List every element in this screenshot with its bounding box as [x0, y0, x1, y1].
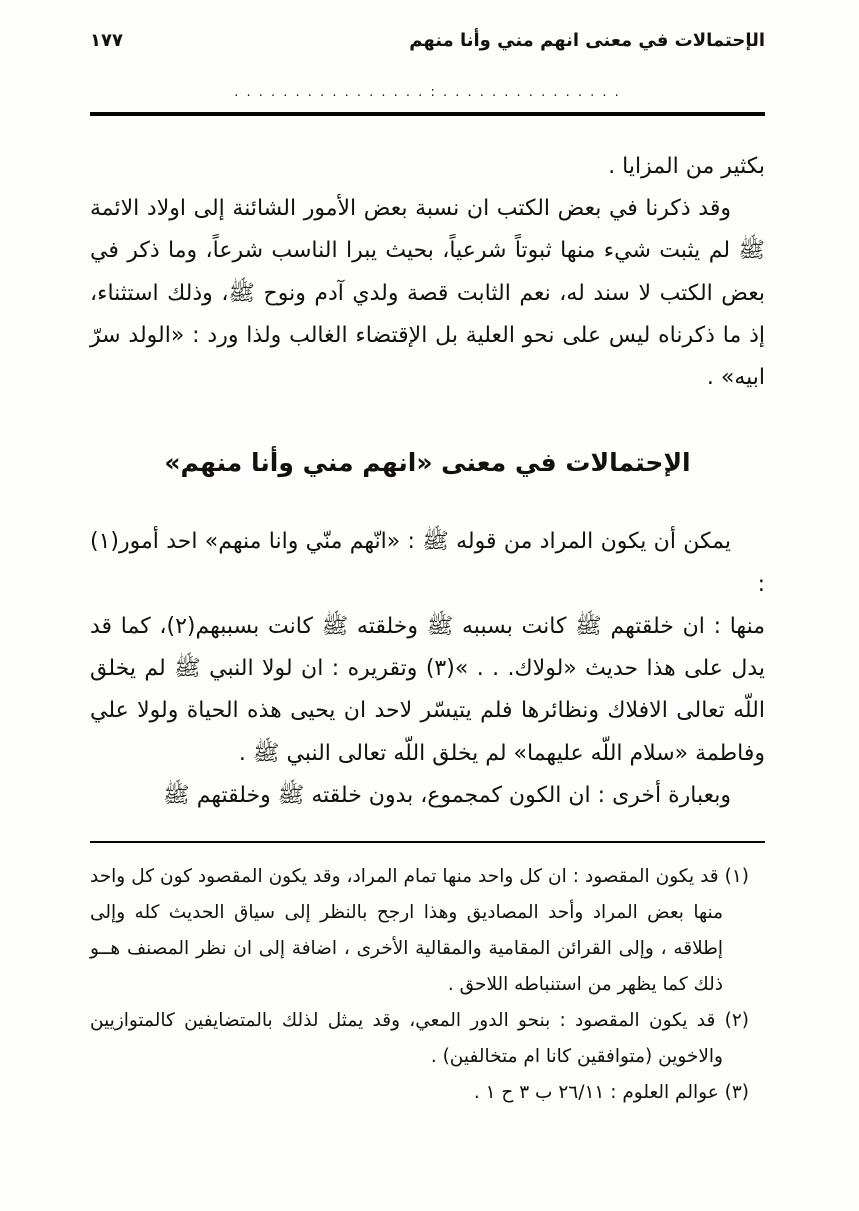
- footnote-2: (٢) قد يكون المقصود : بنحو الدور المعي، وقد يمثل لذلك بالمتضايفين كالمتوازيين والاخوين (متوافقين كانا ام متخالفين) .: [90, 1010, 749, 1068]
- header-rule: [90, 112, 765, 116]
- footnote-3: (٣) عوالم العلوم : ٢٦/١١ ب ٣ ح ١ .: [473, 1082, 749, 1104]
- body-paragraph: بكثير من المزايا .: [608, 154, 765, 179]
- body-paragraph: وقد ذكرنا في بعض الكتب ان نسبة بعض الأمور الشائنة إلى اولاد الائمة ﷺ لم يثبت شيء منها ثبوتاً شرعياً، بحيث يبرا الناسب شرعاً، وما ذكر في بعض الكتب لا سند له، نعم الثابت قصة ولدي آدم ونوح ﷺ، وذلك استثناء، إذ ما ذكرناه ليس على نحو العلية بل الإقتضاء الغالب ولذا ورد : «الولد سرّ ابيه» .: [90, 196, 765, 391]
- footnotes-section: [90, 859, 765, 1111]
- running-title: الإحتمالات في معنى انهم مني وأنا منهم: [409, 30, 765, 51]
- body-paragraph: منها : ان خلقتهم ﷺ كانت بسببه ﷺ وخلقته ﷺ كانت بسببهم(٢)، كما قد يدل على هذا حديث «لولاك. . . »(٣) وتقريره : ان لولا النبي ﷺ لم يخلق اللّه تعالى الافلاك ونظائرها فلم يتيسّر لاحد ان يحيى هذه الحياة ولولا علي وفاطمة «سلام اللّه عليهما» لم يخلق اللّه تعالى النبي ﷺ .: [90, 613, 765, 766]
- page-header: [90, 30, 765, 51]
- body-paragraph: وبعبارة أخرى : ان الكون كمجموع، بدون خلقته ﷺ وخلقتهم ﷺ: [163, 782, 731, 808]
- dotted-separator: . . . . . . . . . . . . . . . . : . . . . . . . . . . . . . . .: [234, 85, 621, 100]
- footnote-rule: [90, 841, 765, 843]
- section-heading: الإحتمالات في معنى «انهم مني وأنا منهم»: [164, 448, 691, 478]
- page-body: [90, 146, 765, 817]
- body-paragraph: يمكن أن يكون المراد من قوله ﷺ : «انّهم منّي وانا منهم» احد أمور(١) :: [90, 529, 765, 597]
- page-number: ١٧٧: [90, 30, 123, 51]
- footnote-1: (١) قد يكون المقصود : ان كل واحد منها تمام المراد، وقد يكون المقصود كون كل واحد منها بعض المراد وأحد المصاديق وهذا ارجح بالنظر إلى سياق الحديث كله وإلى إطلاقه ، وإلى القرائن المقامية والمقالية الأخرى ، اضافة إلى ان نظر المصنف هــو ذلك كما يظهر من استنباطه اللاحق .: [90, 866, 749, 996]
